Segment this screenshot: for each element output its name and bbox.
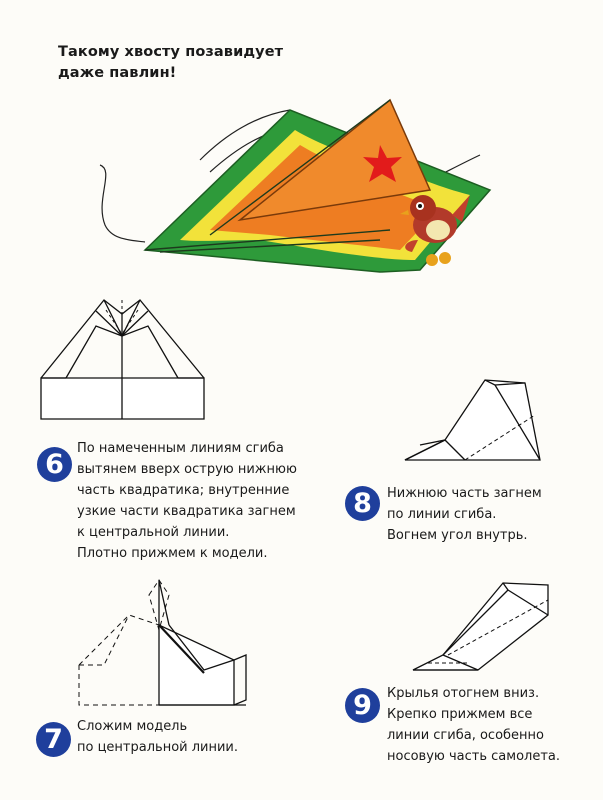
step-9-line-3: линии сгиба, особенно — [387, 728, 544, 743]
step-6-line-1: По намеченным линиям сгиба — [77, 441, 284, 456]
step-9-text — [387, 683, 560, 767]
step-8-badge: 8 — [345, 486, 380, 521]
step-9-diagram — [408, 575, 558, 680]
intro-line-1: Такому хвосту позавидует — [58, 44, 284, 60]
step-7-line-2: по центральной линии. — [77, 740, 239, 755]
step-6-badge: 6 — [37, 447, 72, 482]
step-9-line-1: Крылья отогнем вниз. — [387, 686, 540, 701]
step-9-badge: 9 — [345, 688, 380, 723]
step-6-line-4: узкие части квадратика загнем — [77, 504, 296, 519]
step-6-line-3: часть квадратика; внутренние — [77, 483, 290, 498]
step-6-diagram — [36, 296, 211, 421]
step-9-line-2: Крепко прижмем все — [387, 707, 533, 722]
step-7-badge: 7 — [36, 722, 71, 757]
step-8-line-2: по линии сгиба. — [387, 507, 497, 522]
step-6-line-5: к центральной линии. — [77, 525, 230, 540]
step-6-line-6: Плотно прижмем к модели. — [77, 546, 268, 561]
step-6-text — [77, 438, 297, 564]
step-8-line-1: Нижнюю часть загнем — [387, 486, 542, 501]
step-7-text — [77, 716, 238, 758]
intro-caption — [58, 42, 283, 84]
step-7-diagram — [74, 575, 249, 715]
step-8-line-3: Вогнем угол внутрь. — [387, 528, 528, 543]
step-6-line-2: вытянем вверх острую нижнюю — [77, 462, 297, 477]
step-8-diagram — [400, 375, 550, 470]
intro-line-2: даже павлин! — [58, 65, 177, 81]
step-8-text — [387, 483, 542, 546]
paper-airplane-illustration — [60, 90, 520, 290]
step-9-line-4: носовую часть самолета. — [387, 749, 560, 764]
step-7-line-1: Сложим модель — [77, 719, 188, 734]
